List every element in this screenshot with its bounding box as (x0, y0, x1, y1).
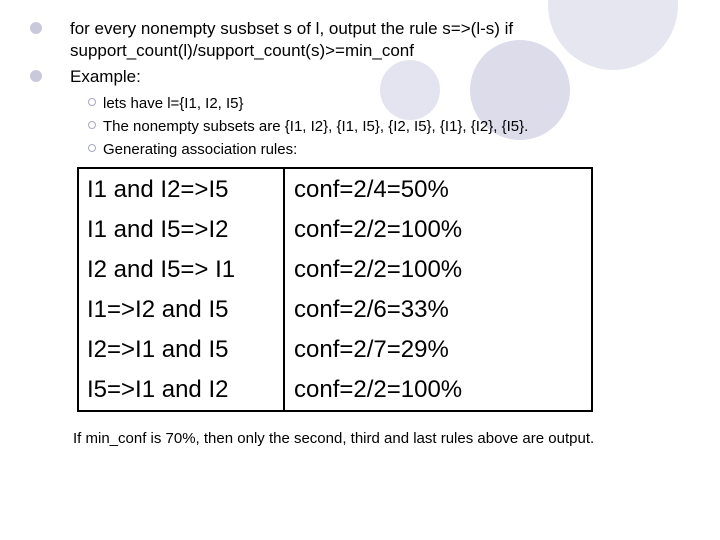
conf-cell: conf=2/7=29% (294, 336, 449, 363)
sub-bullet-icon (88, 121, 96, 129)
sub-bullet-text: Generating association rules: (103, 141, 298, 158)
conf-cell: conf=2/6=33% (294, 296, 449, 323)
sub-bullet-text: The nonempty subsets are {I1, I2}, {I1, I5}, {I2, I5}, {I1}, {I2}, {I5}. (103, 118, 529, 135)
rule-cell: I5=>I1 and I2 (87, 376, 229, 403)
sub-bullet-icon (88, 144, 96, 152)
bullet-text: Example: (70, 67, 141, 86)
table-row (79, 170, 591, 210)
rule-cell: I1=>I2 and I5 (87, 296, 229, 323)
sub-bullet-text: lets have l={I1, I2, I5} (103, 95, 244, 112)
rules-table (77, 167, 593, 412)
bullet-icon (30, 22, 42, 34)
rule-cell: I1 and I5=>I2 (87, 216, 229, 243)
conf-cell: conf=2/2=100% (294, 216, 463, 243)
sub-bullet-icon (88, 98, 96, 106)
rule-cell: I2=>I1 and I5 (87, 336, 229, 363)
table-row (79, 370, 591, 410)
bullet-text: for every nonempty susbset s of l, output the rule s=>(l-s) if support_count(l)/support_count(s)>=min_conf (70, 19, 514, 60)
table-row (79, 210, 591, 250)
bullet-icon (30, 70, 42, 82)
table-row (79, 330, 591, 370)
rule-cell: I2 and I5=> I1 (87, 256, 236, 283)
table-row (79, 250, 591, 290)
rule-cell: I1 and I2=>I5 (87, 176, 229, 203)
conf-cell: conf=2/4=50% (294, 176, 449, 203)
note-text: If min_conf is 70%, then only the second, third and last rules above are output. (73, 430, 595, 447)
conf-cell: conf=2/2=100% (294, 376, 463, 403)
conf-cell: conf=2/2=100% (294, 256, 463, 283)
table-row (79, 290, 591, 330)
